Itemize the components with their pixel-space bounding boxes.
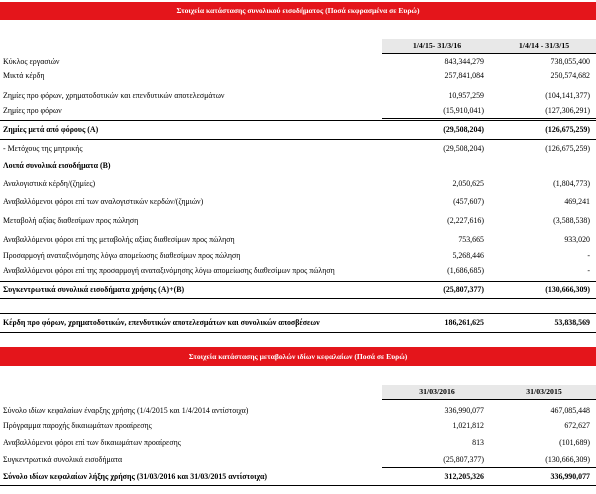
table-row bbox=[0, 71, 596, 83]
section2-title: Στοιχεία κατάστασης μεταβολών ιδίων κεφαλαίων (Ποσά σε Ευρώ) bbox=[188, 352, 408, 361]
row-label: Συγκεντρωτικά συνολικά εισοδήματα bbox=[3, 455, 123, 464]
row-value-current: 336,990,077 bbox=[444, 406, 484, 415]
table-row bbox=[0, 472, 596, 484]
row-value-previous: 336,990,077 bbox=[550, 472, 590, 481]
row-value-current: 5,268,446 bbox=[452, 251, 484, 260]
row-value-previous: 53,838,569 bbox=[554, 318, 590, 327]
section1-title: Στοιχεία κατάστασης συνολικού εισοδήματος (Ποσά εκφρασμένα σε Ευρώ) bbox=[176, 6, 420, 15]
section2-col2-header: 31/03/2015 bbox=[526, 387, 562, 396]
row-value-previous: 738,055,400 bbox=[550, 57, 590, 66]
table-row bbox=[0, 235, 596, 247]
row-label: Αναβαλλόμενοι φόροι επί της μεταβολής αξίας διαθεσίμων προς πώληση bbox=[3, 235, 235, 244]
table-row bbox=[0, 161, 596, 173]
row-value-current: 312,205,326 bbox=[444, 472, 484, 481]
table-row bbox=[0, 125, 596, 137]
section2-col1-header: 31/03/2016 bbox=[419, 387, 455, 396]
row-value-current: 257,841,084 bbox=[444, 71, 484, 80]
row-value-previous: (130,666,309) bbox=[545, 455, 590, 464]
row-label: Σύνολο ιδίων κεφαλαίων έναρξης χρήσης (1/4/2015 και 1/4/2014 αντίστοιχα) bbox=[3, 406, 249, 415]
section1-col2-header: 1/4/14 - 31/3/15 bbox=[518, 41, 570, 50]
row-value-current: 1,021,812 bbox=[452, 421, 484, 430]
row-value-previous: (104,141,377) bbox=[545, 91, 590, 100]
row-divider bbox=[0, 313, 596, 314]
table-row bbox=[0, 406, 596, 418]
row-value-previous: - bbox=[587, 266, 590, 275]
row-value-current: (1,686,685) bbox=[447, 266, 484, 275]
row-value-current: 186,261,625 bbox=[444, 318, 484, 327]
row-label: Αναβαλλόμενοι φόροι επί των δικαιωμάτων προαίρεσης bbox=[3, 438, 181, 447]
section1-col1-header: 1/4/15- 31/3/16 bbox=[412, 41, 462, 50]
section2-header-rule bbox=[382, 399, 596, 400]
table-row bbox=[0, 144, 596, 156]
section2-title-banner bbox=[0, 347, 596, 366]
row-label: Συγκεντρωτικά συνολικά εισοδήματα χρήσης (Α)+(Β) bbox=[3, 285, 185, 294]
row-value-previous: 467,085,448 bbox=[550, 406, 590, 415]
table-row bbox=[0, 266, 596, 278]
row-value-current: (29,508,204) bbox=[443, 125, 484, 134]
row-value-previous: (126,675,259) bbox=[545, 125, 590, 134]
row-divider bbox=[0, 332, 596, 333]
table-row bbox=[0, 421, 596, 433]
table-row bbox=[0, 216, 596, 228]
table-row bbox=[0, 318, 596, 330]
row-label: Κέρδη προ φόρων, χρηματοδοτικών, επενδυτικών αποτελεσμάτων και συνολικών αποσβέσεων bbox=[3, 318, 320, 327]
table-row bbox=[0, 285, 596, 297]
row-value-current: 753,665 bbox=[458, 235, 484, 244]
row-value-previous: (3,588,538) bbox=[553, 216, 590, 225]
table-row bbox=[0, 197, 596, 209]
table-row bbox=[0, 57, 596, 69]
row-label: Αναβαλλόμενοι φόροι επί της προσαρμογή αναταξινόμησης λόγω απομείωσης διαθεσίμων προς πώληση bbox=[3, 266, 335, 275]
row-label: Λοιπά συνολικά εισοδήματα (Β) bbox=[3, 161, 111, 170]
row-label: Ζημίες προ φόρων bbox=[3, 106, 62, 115]
row-divider bbox=[0, 139, 596, 140]
row-divider bbox=[0, 281, 596, 282]
row-divider bbox=[0, 485, 596, 486]
row-label: Σύνολο ιδίων κεφαλαίων λήξης χρήσης (31/03/2016 και 31/03/2015 αντίστοιχα) bbox=[3, 472, 267, 481]
table-row bbox=[0, 91, 596, 103]
row-value-previous: 933,020 bbox=[564, 235, 590, 244]
row-value-current: 2,050,625 bbox=[452, 179, 484, 188]
value-underline bbox=[382, 118, 492, 119]
row-value-previous: 250,574,682 bbox=[550, 71, 590, 80]
row-divider bbox=[0, 120, 596, 121]
row-label: Αναλογιστικά κέρδη/(ζημίες) bbox=[3, 179, 96, 188]
row-value-previous: - bbox=[587, 251, 590, 260]
row-label: Προσαρμογή αναταξινόμησης λόγω απομείωσης διαθεσίμων προς πώληση bbox=[3, 251, 241, 260]
row-label: Πρόγραμμα παροχής δικαιωμάτων προαίρεσης bbox=[3, 421, 152, 430]
row-value-current: (25,807,377) bbox=[443, 455, 484, 464]
row-label: Μικτά κέρδη bbox=[3, 71, 45, 80]
row-value-previous: 672,627 bbox=[564, 421, 590, 430]
row-value-current: 813 bbox=[472, 438, 484, 447]
row-label: Κύκλος εργασιών bbox=[3, 57, 60, 66]
row-label: Ζημίες μετά από φόρους (Α) bbox=[3, 125, 99, 134]
section1-title-banner bbox=[0, 2, 596, 20]
table-row bbox=[0, 106, 596, 118]
row-label: Μεταβολή αξίας διαθεσίμων προς πώληση bbox=[3, 216, 139, 225]
row-value-previous: (1,804,773) bbox=[553, 179, 590, 188]
value-underline bbox=[492, 118, 596, 119]
table-row bbox=[0, 438, 596, 450]
row-value-current: 10,957,259 bbox=[448, 91, 484, 100]
row-value-current: 843,344,279 bbox=[444, 57, 484, 66]
table-row bbox=[0, 179, 596, 191]
row-value-current: (25,807,377) bbox=[443, 285, 484, 294]
row-label: - Μετόχους της μητρικής bbox=[3, 144, 83, 153]
row-label: Αναβαλλόμενοι φόροι επί των αναλογιστικών κερδών/(ζημιών) bbox=[3, 197, 204, 206]
row-value-current: (2,227,616) bbox=[447, 216, 484, 225]
row-value-previous: (127,306,291) bbox=[545, 106, 590, 115]
row-value-current: (15,910,041) bbox=[443, 106, 484, 115]
value-underline bbox=[382, 467, 596, 468]
section1-header-rule bbox=[382, 53, 596, 54]
table-row bbox=[0, 251, 596, 263]
row-value-current: (457,607) bbox=[453, 197, 484, 206]
table-row bbox=[0, 455, 596, 467]
row-value-current: (29,508,204) bbox=[443, 144, 484, 153]
row-value-previous: (126,675,259) bbox=[545, 144, 590, 153]
row-value-previous: 469,241 bbox=[564, 197, 590, 206]
row-value-previous: (101,689) bbox=[559, 438, 590, 447]
row-value-previous: (130,666,309) bbox=[545, 285, 590, 294]
row-label: Ζημίες προ φόρων, χρηματοδοτικών και επενδυτικών αποτελεσμάτων bbox=[3, 91, 225, 100]
row-divider bbox=[0, 298, 596, 299]
